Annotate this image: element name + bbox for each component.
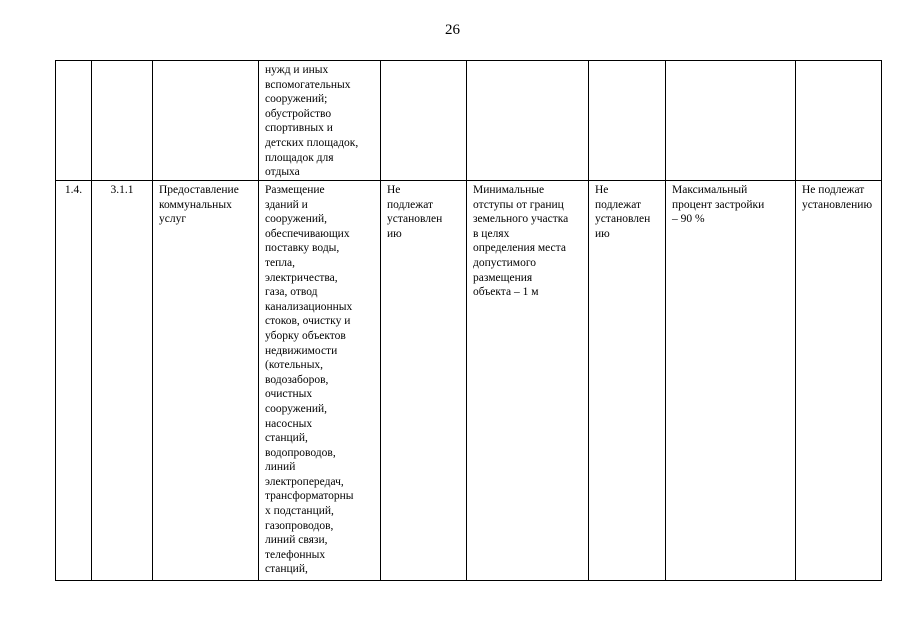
cell-col8: [666, 61, 796, 181]
cell-number: [56, 61, 92, 181]
page-number: 26: [445, 22, 460, 38]
cell-col6: [467, 61, 589, 181]
plot-size-not-set: Не подлежат установлен ию: [381, 181, 467, 581]
cell-use-name: [153, 61, 259, 181]
table-row-1-4: [56, 181, 882, 581]
max-coverage: Максимальный процент застройки – 90 %: [666, 181, 796, 581]
cell-col9: [796, 61, 882, 181]
use-description: Размещение зданий и сооружений, обеспечивающих поставку воды, тепла, электричества, газа, отвод канализационных стоков, очистку и уборку объектов недвижимости (котельных, водозаборов, очистных сооружений, насосных станций, водопроводов, линий электропередач, трансформаторны х подстанций, газопроводов, линий связи, телефонных станций,: [259, 181, 381, 581]
row-number: 1.4.: [56, 181, 92, 581]
cell-col5: [381, 61, 467, 181]
table-row-continuation: [56, 61, 882, 181]
cell-use-description: [259, 61, 381, 181]
regulations-table: [55, 60, 882, 581]
use-description-continuation: нужд и иных вспомогательных сооружений; обустройство спортивных и детских площадок, площадок для отдыха: [265, 64, 359, 179]
row-code: 3.1.1: [92, 181, 153, 581]
cell-code: [92, 61, 153, 181]
floors-not-set: Не подлежат установлен ию: [589, 181, 666, 581]
cell-col7: [589, 61, 666, 181]
other-params-not-set: Не подлежат установлению: [796, 181, 882, 581]
use-name: Предоставление коммунальных услуг: [153, 181, 259, 581]
min-setbacks: Минимальные отступы от границ земельного участка в целях определения места допустимого размещения объекта – 1 м: [467, 181, 589, 581]
